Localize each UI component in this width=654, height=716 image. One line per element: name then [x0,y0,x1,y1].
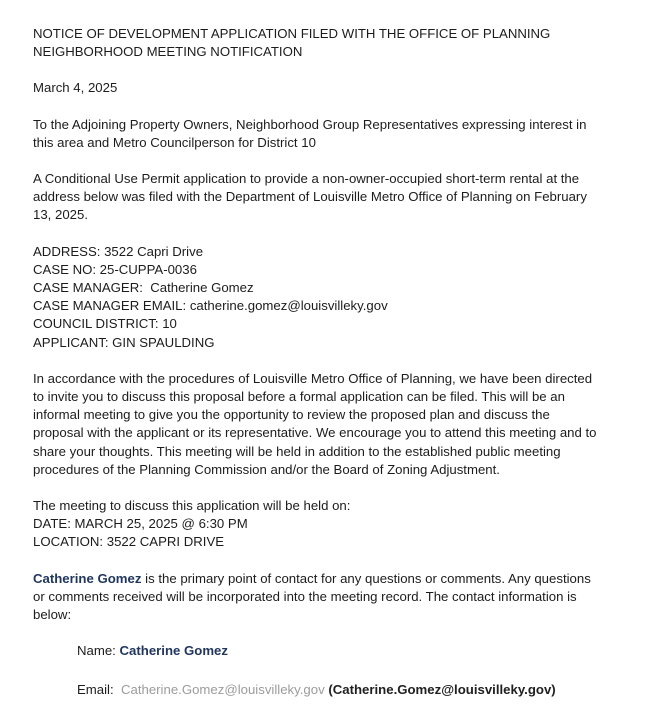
contact-email-label: Email: [77,682,121,698]
contact-email-row [77,681,600,699]
meeting-date-line: DATE: MARCH 25, 2025 @ 6:30 PM [33,516,248,532]
notice-document [33,25,600,700]
title-line-2: NEIGHBORHOOD MEETING NOTIFICATION [33,44,303,60]
contact-name-value: Catherine Gomez [119,643,228,659]
meeting-details-block [33,497,600,552]
case-detail-applicant: APPLICANT: GIN SPAULDING [33,334,215,350]
title-line-1: NOTICE OF DEVELOPMENT APPLICATION FILED WITH THE OFFICE OF PLANNING [33,26,551,41]
meeting-location-line: LOCATION: 3522 CAPRI DRIVE [33,534,225,550]
contact-email-link[interactable]: Catherine.Gomez@louisvilleky.gov [120,682,325,698]
meeting-intro-line: The meeting to discuss this application will be held on: [33,498,351,514]
contact-info-block [33,642,600,699]
case-detail-case-manager-email: CASE MANAGER EMAIL: catherine.gomez@louisvilleky.gov [33,298,388,314]
case-detail-address: ADDRESS: 3522 Capri Drive [33,243,204,259]
notice-date: March 4, 2025 [33,80,118,96]
intro-paragraph: A Conditional Use Permit application to provide a non-owner-occupied short-term rental at the address below was filed with the Department of Louisville Metro Office of Planning on February 13, 2025. [33,171,587,223]
contact-person-name: Catherine Gomez [33,570,142,586]
case-detail-case-no: CASE NO: 25-CUPPA-0036 [33,261,197,277]
procedures-paragraph: In accordance with the procedures of Louisville Metro Office of Planning, we have been directed to invite you to discuss this proposal before a formal application can be filed. This will be an informal meeting to give you the opportunity to review the proposed plan and discuss the proposal with the applicant or its representative. We encourage you to attend this meeting and to share your thoughts. This meeting will be held in addition to the established public meeting procedures of the Planning Commission and/or the Board of Zoning Adjustment. [33,370,597,477]
case-details-block [33,243,600,352]
document-title [33,25,600,61]
contact-paragraph [33,570,600,625]
contact-name-label: Name: [77,643,120,659]
contact-name-row [77,642,600,660]
case-detail-council-district: COUNCIL DISTRICT: 10 [33,316,177,332]
contact-email-parenthetical: (Catherine.Gomez@louisvilleky.gov) [324,682,556,698]
contact-paragraph-text: is the primary point of contact for any questions or comments. Any questions or comments received will be incorporated into the meeting record. The contact information is below: [33,570,591,623]
addressee-paragraph: To the Adjoining Property Owners, Neighborhood Group Representatives expressing interest in this area and Metro Councilperson for District 10 [33,116,587,150]
case-detail-case-manager: CASE MANAGER: Catherine Gomez [33,280,254,296]
